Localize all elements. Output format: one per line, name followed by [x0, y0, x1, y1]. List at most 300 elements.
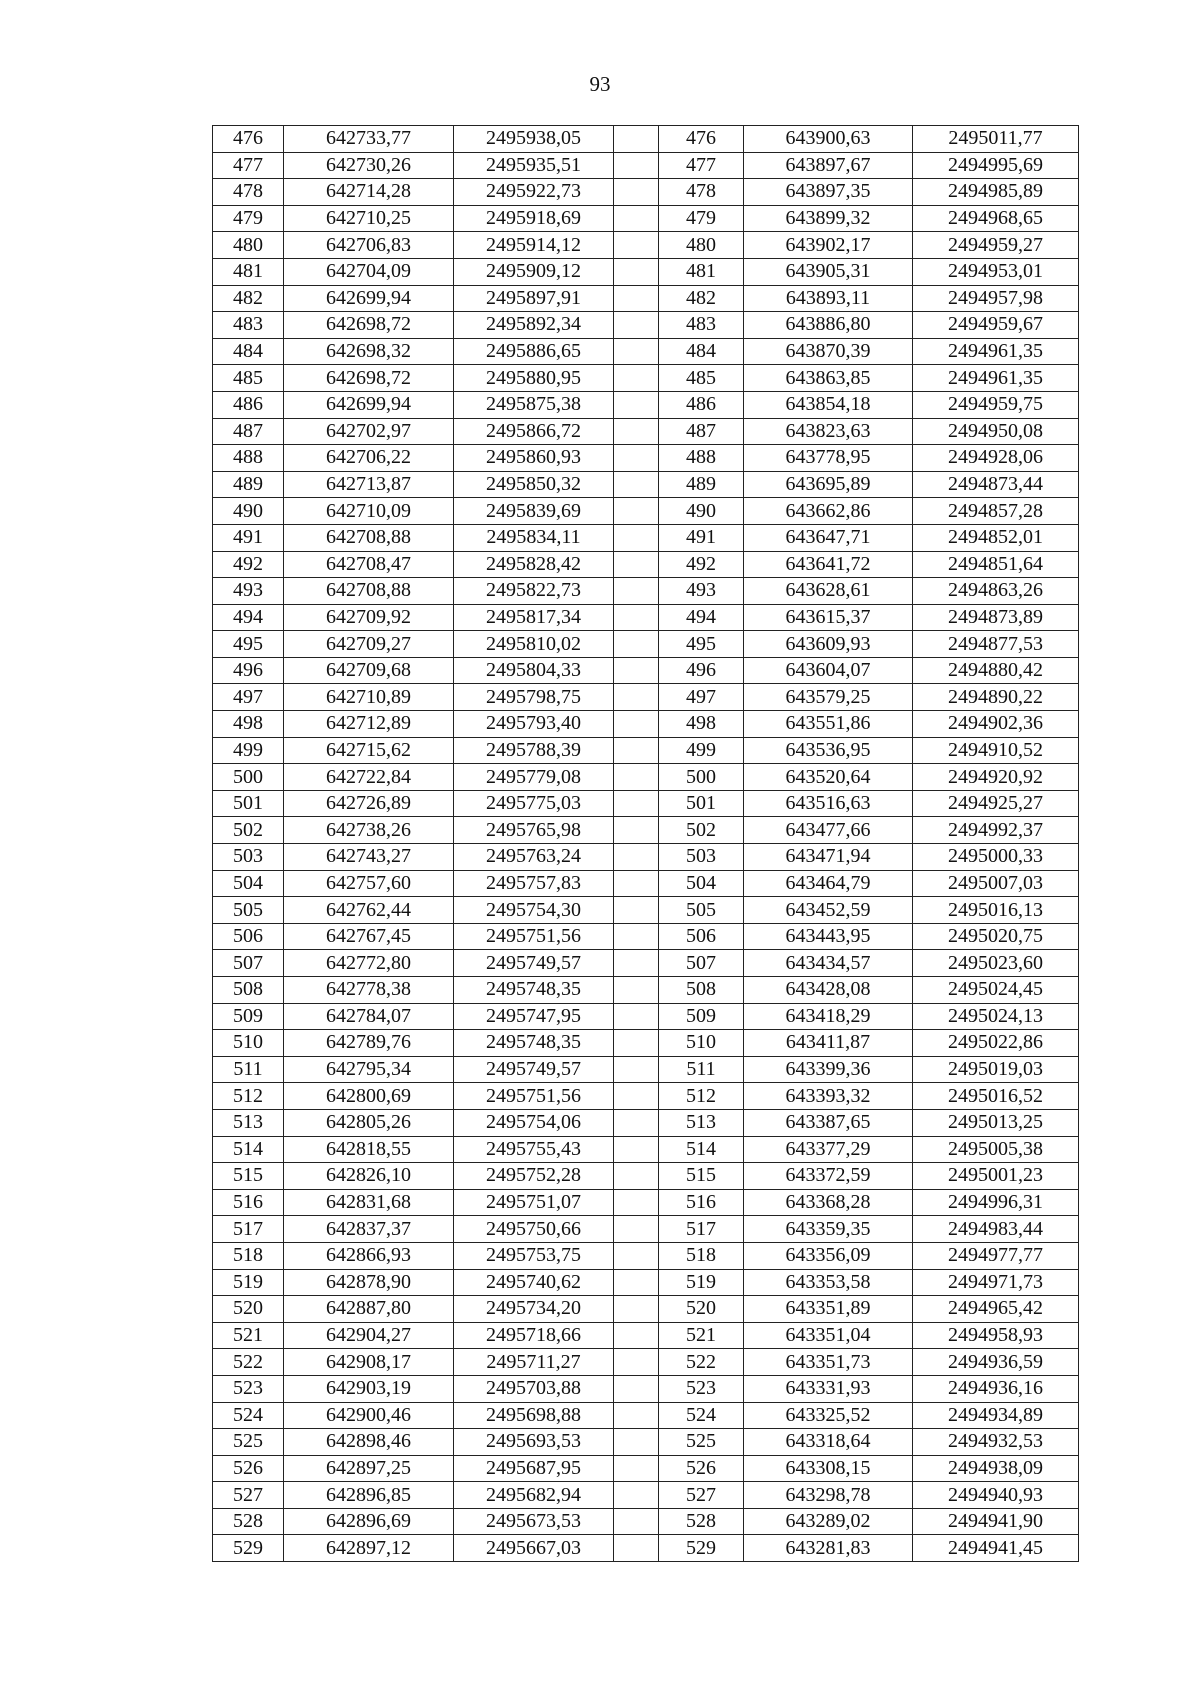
table-row: [213, 524, 1079, 551]
y-coordinate-left: 2495751,56: [454, 1083, 614, 1110]
x-coordinate-left: 642738,26: [284, 817, 454, 844]
x-coordinate-left: 642818,55: [284, 1136, 454, 1163]
x-coordinate-left: 642704,09: [284, 258, 454, 285]
spacer-cell: [614, 418, 659, 445]
x-coordinate-right: 643893,11: [744, 285, 913, 312]
x-coordinate-right: 643351,89: [744, 1296, 913, 1323]
x-coordinate-right: 643372,59: [744, 1163, 913, 1190]
x-coordinate-left: 642898,46: [284, 1429, 454, 1456]
y-coordinate-right: 2494890,22: [913, 684, 1079, 711]
x-coordinate-right: 643281,83: [744, 1535, 913, 1562]
spacer-cell: [614, 152, 659, 179]
point-number-left: 485: [213, 365, 284, 392]
y-coordinate-right: 2495020,75: [913, 923, 1079, 950]
point-number-left: 503: [213, 844, 284, 871]
table-row: [213, 126, 1079, 153]
x-coordinate-left: 642831,68: [284, 1189, 454, 1216]
coordinates-table: [212, 125, 1079, 1562]
point-number-right: 514: [659, 1136, 744, 1163]
x-coordinate-left: 642800,69: [284, 1083, 454, 1110]
y-coordinate-left: 2495754,30: [454, 897, 614, 924]
point-number-left: 508: [213, 977, 284, 1004]
table-row: [213, 1402, 1079, 1429]
x-coordinate-left: 642767,45: [284, 923, 454, 950]
point-number-right: 485: [659, 365, 744, 392]
y-coordinate-right: 2494953,01: [913, 258, 1079, 285]
spacer-cell: [614, 232, 659, 259]
x-coordinate-right: 643298,78: [744, 1482, 913, 1509]
x-coordinate-left: 642837,37: [284, 1216, 454, 1243]
table-row: [213, 152, 1079, 179]
point-number-right: 486: [659, 391, 744, 418]
spacer-cell: [614, 1242, 659, 1269]
point-number-right: 522: [659, 1349, 744, 1376]
spacer-cell: [614, 1429, 659, 1456]
x-coordinate-left: 642708,47: [284, 551, 454, 578]
y-coordinate-left: 2495750,66: [454, 1216, 614, 1243]
y-coordinate-right: 2494932,53: [913, 1429, 1079, 1456]
x-coordinate-right: 643900,63: [744, 126, 913, 153]
x-coordinate-left: 642805,26: [284, 1109, 454, 1136]
table-row: [213, 285, 1079, 312]
point-number-left: 506: [213, 923, 284, 950]
x-coordinate-left: 642706,22: [284, 445, 454, 472]
point-number-right: 496: [659, 657, 744, 684]
y-coordinate-right: 2494934,89: [913, 1402, 1079, 1429]
y-coordinate-right: 2494957,98: [913, 285, 1079, 312]
table-row: [213, 764, 1079, 791]
point-number-left: 477: [213, 152, 284, 179]
x-coordinate-right: 643520,64: [744, 764, 913, 791]
y-coordinate-right: 2494961,35: [913, 338, 1079, 365]
y-coordinate-right: 2494851,64: [913, 551, 1079, 578]
y-coordinate-right: 2494873,44: [913, 471, 1079, 498]
x-coordinate-left: 642709,92: [284, 604, 454, 631]
spacer-cell: [614, 604, 659, 631]
y-coordinate-right: 2495001,23: [913, 1163, 1079, 1190]
point-number-left: 488: [213, 445, 284, 472]
point-number-right: 516: [659, 1189, 744, 1216]
y-coordinate-right: 2494928,06: [913, 445, 1079, 472]
x-coordinate-right: 643536,95: [744, 737, 913, 764]
point-number-left: 509: [213, 1003, 284, 1030]
spacer-cell: [614, 631, 659, 658]
y-coordinate-right: 2494902,36: [913, 711, 1079, 738]
point-number-left: 504: [213, 870, 284, 897]
table-row: [213, 1375, 1079, 1402]
x-coordinate-right: 643628,61: [744, 578, 913, 605]
point-number-right: 510: [659, 1030, 744, 1057]
spacer-cell: [614, 923, 659, 950]
y-coordinate-right: 2494965,42: [913, 1296, 1079, 1323]
y-coordinate-right: 2494961,35: [913, 365, 1079, 392]
table-row: [213, 1030, 1079, 1057]
point-number-right: 481: [659, 258, 744, 285]
spacer-cell: [614, 1402, 659, 1429]
y-coordinate-right: 2494880,42: [913, 657, 1079, 684]
spacer-cell: [614, 338, 659, 365]
x-coordinate-right: 643899,32: [744, 205, 913, 232]
point-number-right: 500: [659, 764, 744, 791]
y-coordinate-left: 2495711,27: [454, 1349, 614, 1376]
point-number-right: 495: [659, 631, 744, 658]
point-number-left: 495: [213, 631, 284, 658]
point-number-left: 497: [213, 684, 284, 711]
point-number-left: 520: [213, 1296, 284, 1323]
x-coordinate-right: 643870,39: [744, 338, 913, 365]
table-row: [213, 1535, 1079, 1562]
y-coordinate-right: 2494985,89: [913, 179, 1079, 206]
spacer-cell: [614, 1189, 659, 1216]
table-row: [213, 631, 1079, 658]
point-number-left: 478: [213, 179, 284, 206]
x-coordinate-left: 642866,93: [284, 1242, 454, 1269]
y-coordinate-right: 2494857,28: [913, 498, 1079, 525]
point-number-left: 526: [213, 1455, 284, 1482]
y-coordinate-right: 2495023,60: [913, 950, 1079, 977]
table-row: [213, 205, 1079, 232]
point-number-right: 498: [659, 711, 744, 738]
y-coordinate-right: 2494950,08: [913, 418, 1079, 445]
y-coordinate-left: 2495798,75: [454, 684, 614, 711]
point-number-right: 524: [659, 1402, 744, 1429]
x-coordinate-right: 643359,35: [744, 1216, 913, 1243]
point-number-right: 529: [659, 1535, 744, 1562]
x-coordinate-left: 642698,32: [284, 338, 454, 365]
y-coordinate-right: 2494936,16: [913, 1375, 1079, 1402]
point-number-left: 492: [213, 551, 284, 578]
point-number-left: 493: [213, 578, 284, 605]
x-coordinate-right: 643377,29: [744, 1136, 913, 1163]
point-number-right: 518: [659, 1242, 744, 1269]
y-coordinate-right: 2495011,77: [913, 126, 1079, 153]
table-row: [213, 817, 1079, 844]
x-coordinate-right: 643325,52: [744, 1402, 913, 1429]
table-row: [213, 1216, 1079, 1243]
point-number-right: 508: [659, 977, 744, 1004]
x-coordinate-right: 643615,37: [744, 604, 913, 631]
point-number-left: 519: [213, 1269, 284, 1296]
y-coordinate-left: 2495748,35: [454, 1030, 614, 1057]
y-coordinate-right: 2494910,52: [913, 737, 1079, 764]
x-coordinate-left: 642897,12: [284, 1535, 454, 1562]
point-number-right: 506: [659, 923, 744, 950]
x-coordinate-left: 642896,85: [284, 1482, 454, 1509]
y-coordinate-right: 2494938,09: [913, 1455, 1079, 1482]
y-coordinate-left: 2495817,34: [454, 604, 614, 631]
spacer-cell: [614, 126, 659, 153]
spacer-cell: [614, 764, 659, 791]
y-coordinate-right: 2494925,27: [913, 790, 1079, 817]
table-row: [213, 1083, 1079, 1110]
x-coordinate-right: 643471,94: [744, 844, 913, 871]
spacer-cell: [614, 179, 659, 206]
x-coordinate-left: 642698,72: [284, 312, 454, 339]
spacer-cell: [614, 737, 659, 764]
spacer-cell: [614, 258, 659, 285]
y-coordinate-right: 2495000,33: [913, 844, 1079, 871]
x-coordinate-left: 642789,76: [284, 1030, 454, 1057]
table-row: [213, 1269, 1079, 1296]
y-coordinate-right: 2494958,93: [913, 1322, 1079, 1349]
point-number-left: 516: [213, 1189, 284, 1216]
point-number-left: 523: [213, 1375, 284, 1402]
table-row: [213, 711, 1079, 738]
y-coordinate-right: 2494968,65: [913, 205, 1079, 232]
spacer-cell: [614, 1535, 659, 1562]
y-coordinate-right: 2495024,45: [913, 977, 1079, 1004]
y-coordinate-left: 2495793,40: [454, 711, 614, 738]
x-coordinate-right: 643823,63: [744, 418, 913, 445]
point-number-right: 497: [659, 684, 744, 711]
x-coordinate-left: 642698,72: [284, 365, 454, 392]
point-number-left: 524: [213, 1402, 284, 1429]
x-coordinate-left: 642726,89: [284, 790, 454, 817]
table-row: [213, 1482, 1079, 1509]
spacer-cell: [614, 657, 659, 684]
x-coordinate-right: 643393,32: [744, 1083, 913, 1110]
spacer-cell: [614, 1455, 659, 1482]
x-coordinate-left: 642702,97: [284, 418, 454, 445]
table-row: [213, 684, 1079, 711]
point-number-left: 481: [213, 258, 284, 285]
spacer-cell: [614, 897, 659, 924]
table-row: [213, 578, 1079, 605]
spacer-cell: [614, 445, 659, 472]
y-coordinate-right: 2494920,92: [913, 764, 1079, 791]
spacer-cell: [614, 1349, 659, 1376]
x-coordinate-left: 642708,88: [284, 578, 454, 605]
spacer-cell: [614, 578, 659, 605]
x-coordinate-right: 643331,93: [744, 1375, 913, 1402]
spacer-cell: [614, 365, 659, 392]
x-coordinate-left: 642733,77: [284, 126, 454, 153]
point-number-left: 496: [213, 657, 284, 684]
y-coordinate-left: 2495834,11: [454, 524, 614, 551]
y-coordinate-left: 2495788,39: [454, 737, 614, 764]
x-coordinate-right: 643368,28: [744, 1189, 913, 1216]
y-coordinate-right: 2495024,13: [913, 1003, 1079, 1030]
y-coordinate-right: 2495019,03: [913, 1056, 1079, 1083]
table-row: [213, 1109, 1079, 1136]
y-coordinate-left: 2495740,62: [454, 1269, 614, 1296]
point-number-right: 493: [659, 578, 744, 605]
y-coordinate-right: 2494977,77: [913, 1242, 1079, 1269]
x-coordinate-right: 643387,65: [744, 1109, 913, 1136]
y-coordinate-right: 2494873,89: [913, 604, 1079, 631]
spacer-cell: [614, 870, 659, 897]
spacer-cell: [614, 950, 659, 977]
y-coordinate-right: 2494959,67: [913, 312, 1079, 339]
x-coordinate-left: 642709,68: [284, 657, 454, 684]
x-coordinate-right: 643886,80: [744, 312, 913, 339]
spacer-cell: [614, 1508, 659, 1535]
x-coordinate-left: 642714,28: [284, 179, 454, 206]
y-coordinate-right: 2494959,75: [913, 391, 1079, 418]
point-number-left: 482: [213, 285, 284, 312]
x-coordinate-left: 642710,25: [284, 205, 454, 232]
y-coordinate-left: 2495763,24: [454, 844, 614, 871]
point-number-left: 502: [213, 817, 284, 844]
point-number-left: 510: [213, 1030, 284, 1057]
x-coordinate-right: 643604,07: [744, 657, 913, 684]
spacer-cell: [614, 1322, 659, 1349]
table-row: [213, 1163, 1079, 1190]
table-row: [213, 790, 1079, 817]
x-coordinate-left: 642826,10: [284, 1163, 454, 1190]
y-coordinate-right: 2494941,90: [913, 1508, 1079, 1535]
spacer-cell: [614, 1030, 659, 1057]
table-row: [213, 1242, 1079, 1269]
spacer-cell: [614, 498, 659, 525]
point-number-left: 483: [213, 312, 284, 339]
point-number-left: 512: [213, 1083, 284, 1110]
x-coordinate-left: 642757,60: [284, 870, 454, 897]
spacer-cell: [614, 312, 659, 339]
x-coordinate-left: 642699,94: [284, 285, 454, 312]
point-number-right: 499: [659, 737, 744, 764]
point-number-left: 476: [213, 126, 284, 153]
x-coordinate-right: 643452,59: [744, 897, 913, 924]
y-coordinate-right: 2494940,93: [913, 1482, 1079, 1509]
x-coordinate-right: 643647,71: [744, 524, 913, 551]
y-coordinate-left: 2495751,07: [454, 1189, 614, 1216]
point-number-right: 519: [659, 1269, 744, 1296]
point-number-left: 500: [213, 764, 284, 791]
point-number-right: 512: [659, 1083, 744, 1110]
point-number-left: 494: [213, 604, 284, 631]
y-coordinate-right: 2495016,13: [913, 897, 1079, 924]
table-row: [213, 391, 1079, 418]
spacer-cell: [614, 1109, 659, 1136]
point-number-left: 522: [213, 1349, 284, 1376]
table-row: [213, 604, 1079, 631]
x-coordinate-right: 643662,86: [744, 498, 913, 525]
point-number-right: 523: [659, 1375, 744, 1402]
y-coordinate-left: 2495734,20: [454, 1296, 614, 1323]
table-row: [213, 445, 1079, 472]
x-coordinate-left: 642699,94: [284, 391, 454, 418]
table-row: [213, 923, 1079, 950]
table-row: [213, 657, 1079, 684]
table-row: [213, 1056, 1079, 1083]
x-coordinate-right: 643356,09: [744, 1242, 913, 1269]
point-number-left: 529: [213, 1535, 284, 1562]
x-coordinate-right: 643897,67: [744, 152, 913, 179]
point-number-right: 525: [659, 1429, 744, 1456]
point-number-right: 492: [659, 551, 744, 578]
table-row: [213, 232, 1079, 259]
point-number-right: 515: [659, 1163, 744, 1190]
point-number-right: 507: [659, 950, 744, 977]
table-row: [213, 312, 1079, 339]
y-coordinate-right: 2494959,27: [913, 232, 1079, 259]
y-coordinate-left: 2495822,73: [454, 578, 614, 605]
x-coordinate-right: 643905,31: [744, 258, 913, 285]
y-coordinate-right: 2494863,26: [913, 578, 1079, 605]
point-number-left: 505: [213, 897, 284, 924]
point-number-right: 491: [659, 524, 744, 551]
x-coordinate-right: 643609,93: [744, 631, 913, 658]
point-number-left: 513: [213, 1109, 284, 1136]
y-coordinate-left: 2495850,32: [454, 471, 614, 498]
y-coordinate-right: 2494941,45: [913, 1535, 1079, 1562]
point-number-left: 491: [213, 524, 284, 551]
y-coordinate-right: 2495022,86: [913, 1030, 1079, 1057]
x-coordinate-right: 643428,08: [744, 977, 913, 1004]
y-coordinate-left: 2495765,98: [454, 817, 614, 844]
point-number-left: 507: [213, 950, 284, 977]
point-number-left: 525: [213, 1429, 284, 1456]
table-row: [213, 844, 1079, 871]
table-row: [213, 1296, 1079, 1323]
y-coordinate-left: 2495755,43: [454, 1136, 614, 1163]
x-coordinate-right: 643289,02: [744, 1508, 913, 1535]
point-number-left: 487: [213, 418, 284, 445]
table-row: [213, 1003, 1079, 1030]
y-coordinate-left: 2495749,57: [454, 1056, 614, 1083]
y-coordinate-right: 2494936,59: [913, 1349, 1079, 1376]
spacer-cell: [614, 684, 659, 711]
point-number-left: 515: [213, 1163, 284, 1190]
x-coordinate-right: 643897,35: [744, 179, 913, 206]
x-coordinate-left: 642778,38: [284, 977, 454, 1004]
y-coordinate-right: 2495007,03: [913, 870, 1079, 897]
y-coordinate-left: 2495757,83: [454, 870, 614, 897]
y-coordinate-left: 2495748,35: [454, 977, 614, 1004]
table-row: [213, 1429, 1079, 1456]
y-coordinate-left: 2495698,88: [454, 1402, 614, 1429]
point-number-right: 502: [659, 817, 744, 844]
point-number-right: 476: [659, 126, 744, 153]
y-coordinate-left: 2495880,95: [454, 365, 614, 392]
x-coordinate-left: 642903,19: [284, 1375, 454, 1402]
x-coordinate-left: 642878,90: [284, 1269, 454, 1296]
y-coordinate-left: 2495749,57: [454, 950, 614, 977]
point-number-right: 489: [659, 471, 744, 498]
point-number-right: 490: [659, 498, 744, 525]
table-row: [213, 498, 1079, 525]
point-number-left: 518: [213, 1242, 284, 1269]
point-number-left: 511: [213, 1056, 284, 1083]
point-number-left: 489: [213, 471, 284, 498]
y-coordinate-left: 2495828,42: [454, 551, 614, 578]
y-coordinate-right: 2494877,53: [913, 631, 1079, 658]
point-number-right: 484: [659, 338, 744, 365]
y-coordinate-left: 2495751,56: [454, 923, 614, 950]
point-number-right: 509: [659, 1003, 744, 1030]
y-coordinate-right: 2495016,52: [913, 1083, 1079, 1110]
y-coordinate-right: 2494983,44: [913, 1216, 1079, 1243]
y-coordinate-left: 2495922,73: [454, 179, 614, 206]
x-coordinate-left: 642713,87: [284, 471, 454, 498]
point-number-left: 501: [213, 790, 284, 817]
y-coordinate-left: 2495866,72: [454, 418, 614, 445]
table-row: [213, 258, 1079, 285]
x-coordinate-right: 643902,17: [744, 232, 913, 259]
x-coordinate-right: 643854,18: [744, 391, 913, 418]
point-number-left: 528: [213, 1508, 284, 1535]
y-coordinate-left: 2495747,95: [454, 1003, 614, 1030]
table-row: [213, 1189, 1079, 1216]
point-number-left: 514: [213, 1136, 284, 1163]
table-row: [213, 1322, 1079, 1349]
y-coordinate-right: 2494971,73: [913, 1269, 1079, 1296]
y-coordinate-left: 2495886,65: [454, 338, 614, 365]
spacer-cell: [614, 1269, 659, 1296]
y-coordinate-left: 2495909,12: [454, 258, 614, 285]
y-coordinate-left: 2495667,03: [454, 1535, 614, 1562]
